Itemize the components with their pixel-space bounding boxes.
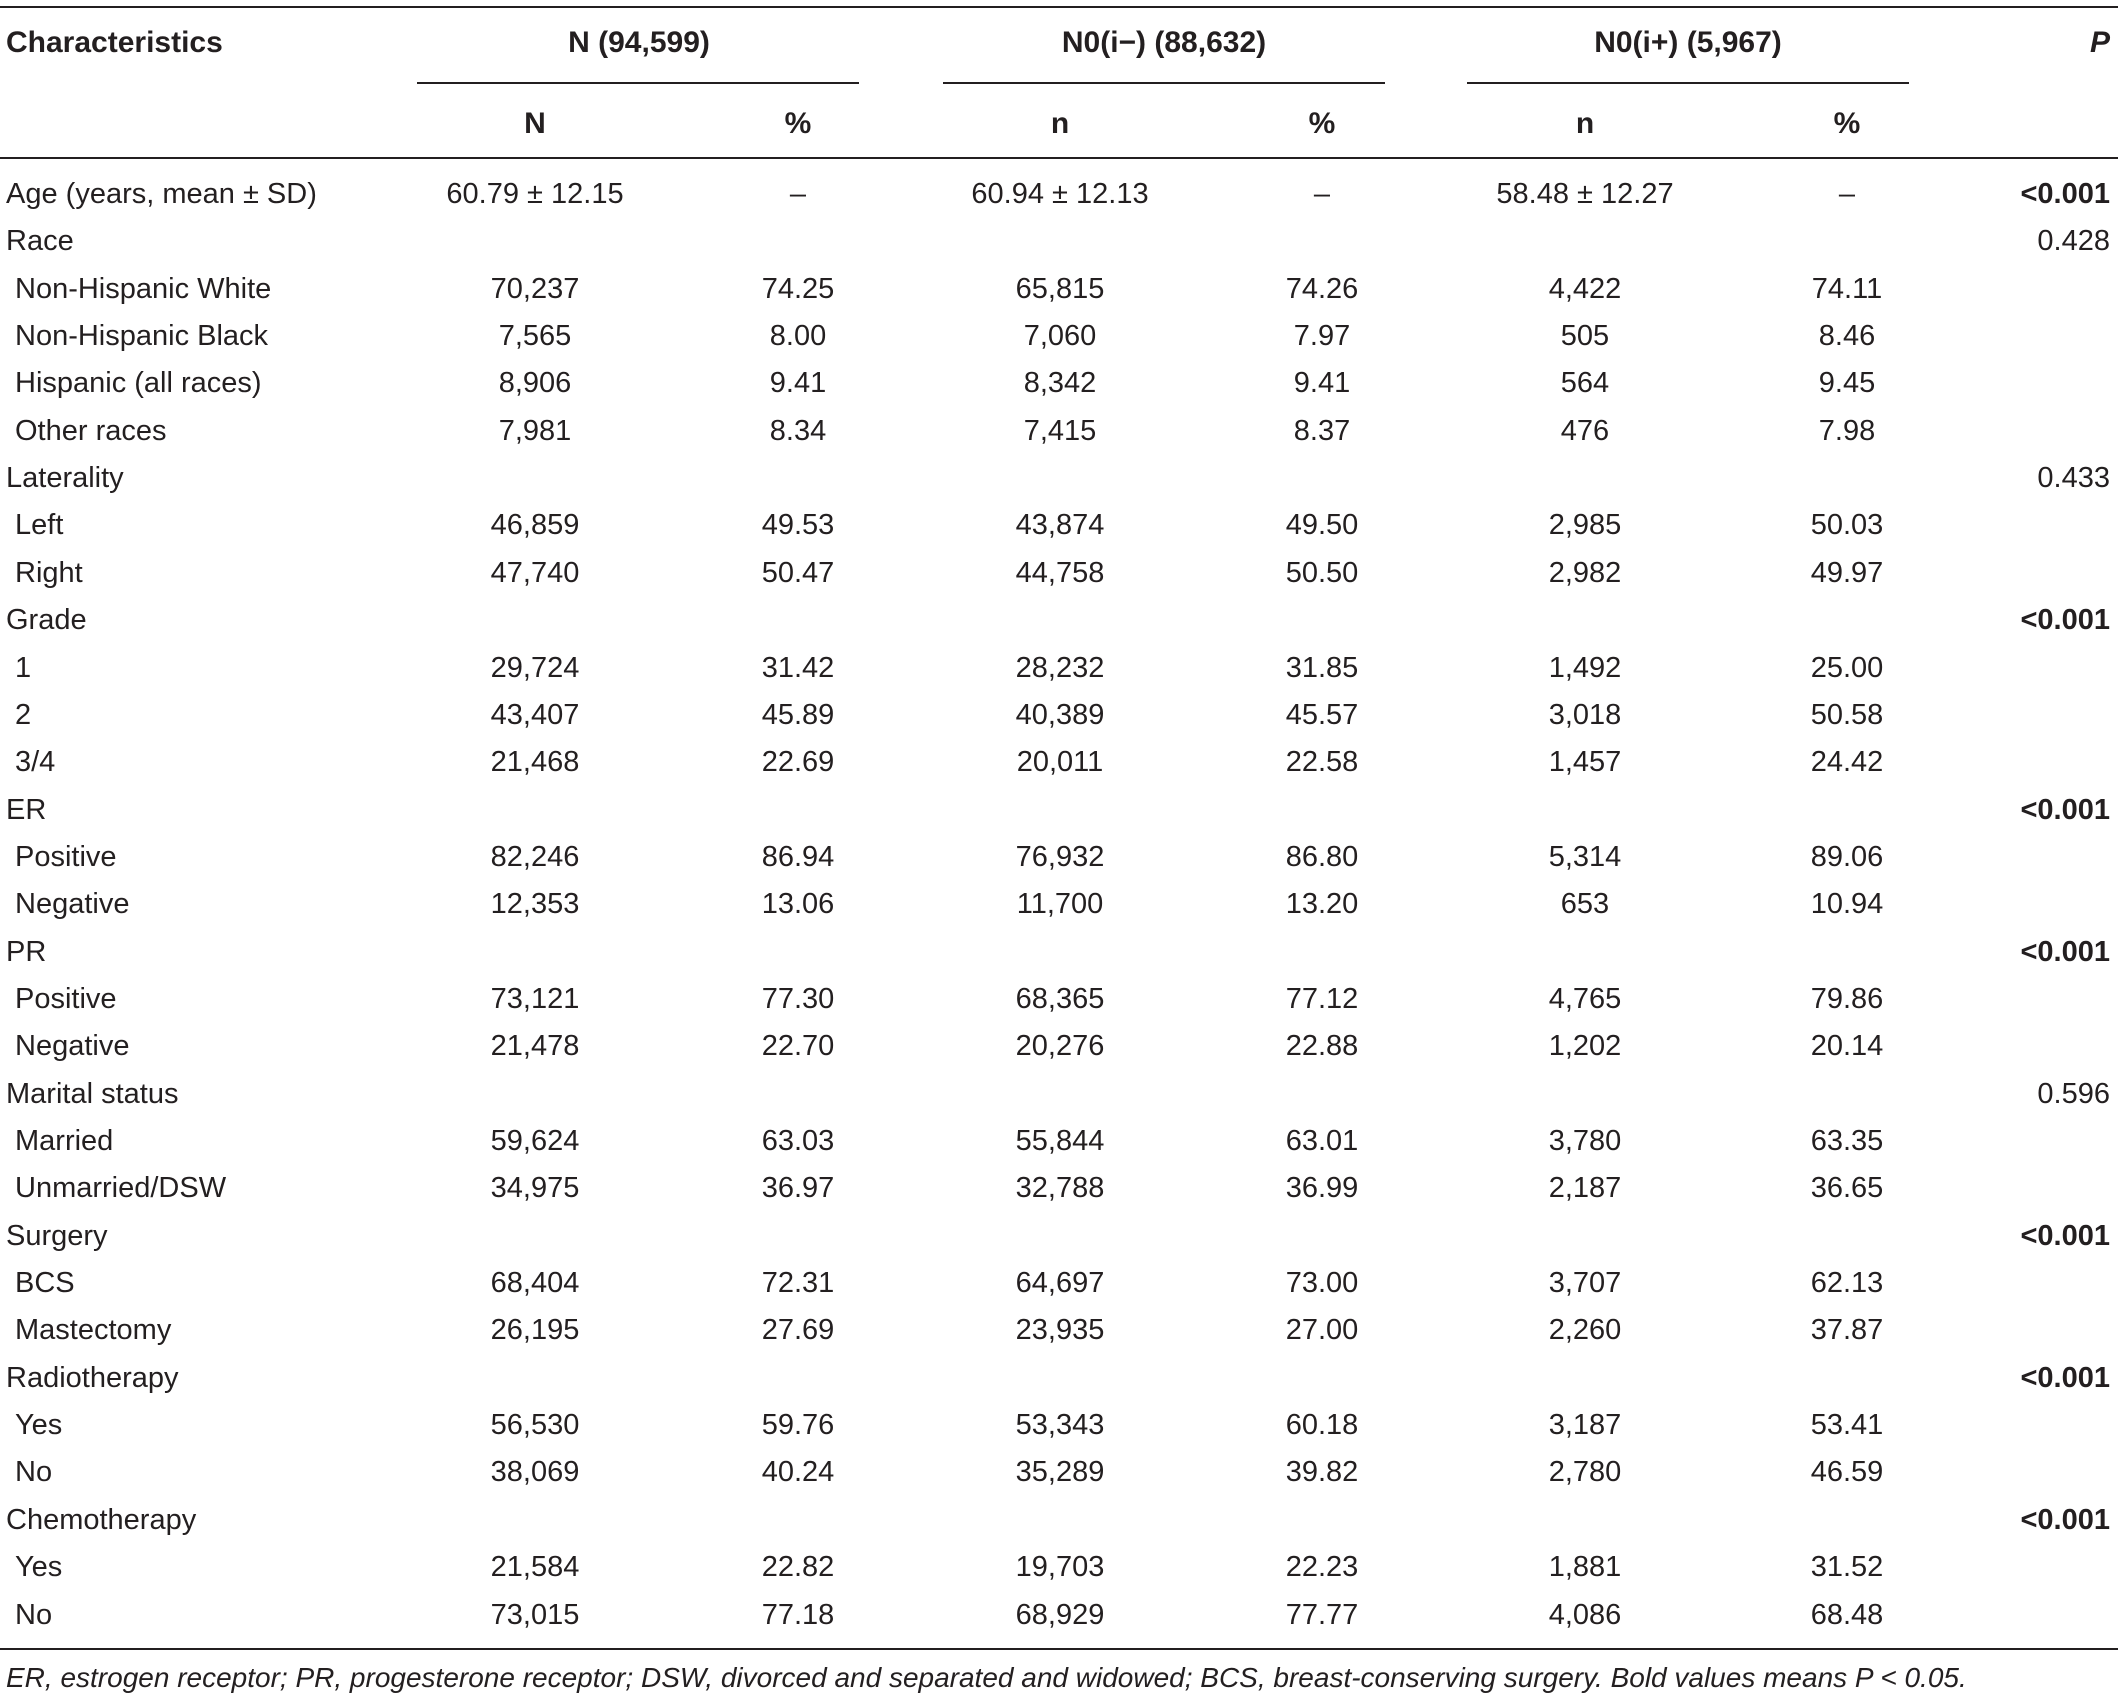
table-row [0,692,2118,739]
row-sublabel: Mastectomy [15,1314,172,1346]
cell-negative-n: 7,060 [1023,320,1097,352]
cell-positive-n: 58.48 ± 12.27 [1496,178,1674,210]
cell-negative-pct: 86.80 [1285,841,1359,873]
cell-negative-pct: 22.88 [1285,1030,1359,1062]
table-row [0,408,2118,455]
table-row [0,597,2118,644]
cell-positive-pct: 46.59 [1810,1456,1884,1488]
table-row [0,976,2118,1023]
cell-positive-pct: 9.45 [1818,367,1876,399]
cell-positive-pct: 50.03 [1810,509,1884,541]
table-row [0,218,2118,265]
cell-negative-pct: 9.41 [1293,367,1351,399]
table-row [0,1402,2118,1449]
table-row [0,360,2118,407]
cell-positive-n: 5,314 [1548,841,1622,873]
cell-positive-pct: 20.14 [1810,1030,1884,1062]
subheader-positive-pct: % [1833,107,1861,140]
cell-positive-n: 4,765 [1548,983,1622,1015]
cell-positive-pct: 49.97 [1810,557,1884,589]
row-sublabel: 2 [15,699,32,731]
header-group-total: N (94,599) [568,26,710,59]
row-label: Age (years, mean ± SD) [6,178,317,210]
row-sublabel: Positive [15,983,117,1015]
cell-negative-pct: 77.12 [1285,983,1359,1015]
cell-positive-pct: 74.11 [1811,273,1883,305]
table-row [0,1213,2118,1260]
row-label: Radiotherapy [6,1362,179,1394]
table-row [0,266,2118,313]
cell-positive-pct: 63.35 [1810,1125,1884,1157]
cell-positive-pct: 24.42 [1810,746,1884,778]
cell-total-n: 68,404 [490,1267,580,1299]
cell-negative-pct: 60.18 [1285,1409,1359,1441]
cell-negative-pct: – [1313,178,1331,210]
table-row [0,1497,2118,1544]
cell-total-pct: 13.06 [761,888,835,920]
cell-total-n: 43,407 [490,699,580,731]
cell-negative-n: 20,276 [1015,1030,1105,1062]
cell-negative-pct: 50.50 [1285,557,1359,589]
row-sublabel: Right [15,557,83,589]
header-group-positive: N0(i+) (5,967) [1594,26,1782,59]
cell-negative-pct: 22.58 [1285,746,1359,778]
cell-negative-n: 7,415 [1023,415,1097,447]
cell-negative-n: 68,365 [1015,983,1105,1015]
cell-negative-n: 55,844 [1015,1125,1105,1157]
row-sublabel: Negative [15,1030,130,1062]
cell-negative-n: 68,929 [1015,1599,1105,1631]
row-sublabel: 1 [15,652,32,684]
table-row [0,1118,2118,1165]
cell-negative-pct: 8.37 [1293,415,1351,447]
cell-positive-pct: 50.58 [1810,699,1884,731]
table-row [0,502,2118,549]
cell-negative-n: 43,874 [1015,509,1105,541]
table-row [0,1165,2118,1212]
subheader-positive-n: n [1575,107,1595,140]
row-sublabel: Non-Hispanic White [15,273,272,305]
cell-positive-pct: 62.13 [1810,1267,1884,1299]
cell-positive-n: 1,457 [1548,746,1622,778]
row-sublabel: Left [15,509,64,541]
cell-total-pct: 8.00 [769,320,827,352]
header-p-value: P [2089,26,2110,59]
subheader-total-pct: % [784,107,812,140]
cell-p-value: <0.001 [2020,1362,2110,1394]
cell-total-n: 38,069 [490,1456,580,1488]
table-row [0,455,2118,502]
cell-positive-n: 4,422 [1548,273,1622,305]
cell-negative-pct: 77.77 [1285,1599,1359,1631]
cell-negative-pct: 22.23 [1285,1551,1359,1583]
cell-negative-pct: 31.85 [1285,652,1359,684]
cell-total-n: 7,981 [498,415,572,447]
table-row [0,313,2118,360]
row-label: PR [6,936,47,968]
cell-total-n: 70,237 [490,273,580,305]
cell-total-n: 21,584 [490,1551,580,1583]
table-row [0,1592,2118,1639]
table-row [0,1260,2118,1307]
cell-total-n: 60.79 ± 12.15 [446,178,624,210]
cell-positive-n: 1,492 [1548,652,1622,684]
cell-total-pct: 74.25 [761,273,835,305]
cell-total-n: 34,975 [490,1172,580,1204]
cell-negative-n: 20,011 [1016,746,1104,778]
cell-positive-n: 3,018 [1548,699,1622,731]
cell-positive-pct: 7.98 [1818,415,1876,447]
cell-negative-n: 64,697 [1015,1267,1105,1299]
table-row [0,881,2118,928]
cell-total-pct: 77.30 [761,983,835,1015]
cell-negative-n: 11,700 [1016,888,1104,920]
cell-positive-pct: 68.48 [1810,1599,1884,1631]
row-sublabel: No [15,1599,53,1631]
cell-total-pct: 40.24 [761,1456,835,1488]
cell-total-n: 7,565 [498,320,572,352]
cell-negative-n: 19,703 [1015,1551,1105,1583]
cell-positive-pct: 10.94 [1810,888,1884,920]
cell-p-value: <0.001 [2020,936,2110,968]
cell-p-value: 0.596 [2037,1078,2110,1110]
cell-positive-n: 3,780 [1548,1125,1622,1157]
cell-negative-n: 35,289 [1015,1456,1105,1488]
cell-total-pct: 45.89 [761,699,835,731]
group-rule-positive [1467,82,1909,84]
cell-total-pct: 22.82 [761,1551,835,1583]
cell-negative-pct: 73.00 [1285,1267,1359,1299]
cell-negative-n: 23,935 [1015,1314,1105,1346]
cell-total-pct: 27.69 [761,1314,835,1346]
table-row [0,1071,2118,1118]
table-row [0,787,2118,834]
cell-total-n: 47,740 [490,557,580,589]
cell-p-value: <0.001 [2020,178,2110,210]
cell-total-pct: 22.70 [761,1030,835,1062]
cell-total-n: 21,468 [490,746,580,778]
cell-negative-n: 60.94 ± 12.13 [971,178,1149,210]
row-sublabel: Positive [15,841,117,873]
table-top-rule [0,6,2118,8]
row-label: Marital status [6,1078,179,1110]
subheader-negative-pct: % [1308,107,1336,140]
table-row [0,1023,2118,1070]
cell-positive-n: 3,187 [1548,1409,1622,1441]
row-sublabel: 3/4 [15,746,56,778]
cell-negative-n: 53,343 [1015,1409,1105,1441]
cell-total-pct: 9.41 [769,367,827,399]
cell-positive-pct: 53.41 [1810,1409,1884,1441]
cell-p-value: <0.001 [2020,1220,2110,1252]
header-characteristics: Characteristics [6,26,223,59]
header-group-negative: N0(i−) (88,632) [1061,26,1267,59]
cell-positive-n: 4,086 [1548,1599,1622,1631]
cell-total-pct: 86.94 [761,841,835,873]
cell-negative-n: 28,232 [1015,652,1105,684]
cell-negative-pct: 45.57 [1285,699,1359,731]
cell-p-value: <0.001 [2020,794,2110,826]
row-label: Laterality [6,462,124,494]
cell-positive-pct: 8.46 [1818,320,1876,352]
cell-negative-n: 65,815 [1015,273,1105,305]
table-row [0,1449,2118,1496]
cell-total-n: 8,906 [498,367,572,399]
cell-positive-n: 2,780 [1548,1456,1622,1488]
subheader-total-n: N [524,107,546,140]
row-label: Surgery [6,1220,108,1252]
cell-total-n: 73,015 [490,1599,580,1631]
cell-total-pct: 22.69 [761,746,835,778]
cell-positive-n: 653 [1560,888,1610,920]
table-row [0,929,2118,976]
row-sublabel: Unmarried/DSW [15,1172,227,1204]
cell-total-pct: 63.03 [761,1125,835,1157]
group-rule-total [417,82,859,84]
cell-positive-n: 3,707 [1548,1267,1622,1299]
cell-positive-n: 2,187 [1548,1172,1622,1204]
table-row [0,1544,2118,1591]
cell-positive-n: 2,260 [1548,1314,1622,1346]
cell-total-pct: 59.76 [761,1409,835,1441]
cell-negative-pct: 74.26 [1285,273,1359,305]
subheader-negative-n: n [1050,107,1070,140]
row-sublabel: Non-Hispanic Black [15,320,269,352]
cell-positive-n: 1,881 [1548,1551,1622,1583]
cell-total-n: 82,246 [490,841,580,873]
row-sublabel: BCS [15,1267,75,1299]
cell-total-n: 26,195 [490,1314,580,1346]
cell-negative-n: 8,342 [1023,367,1097,399]
row-sublabel: Married [15,1125,114,1157]
cell-positive-n: 564 [1560,367,1610,399]
row-sublabel: Other races [15,415,167,447]
cell-positive-pct: 36.65 [1810,1172,1884,1204]
cell-positive-pct: 37.87 [1810,1314,1884,1346]
table-bottom-rule [0,1648,2118,1650]
cell-negative-pct: 49.50 [1285,509,1359,541]
table-row [0,739,2118,786]
group-rule-negative [943,82,1385,84]
header-bottom-rule [0,157,2118,159]
cell-total-n: 59,624 [490,1125,580,1157]
cell-positive-pct: 25.00 [1810,652,1884,684]
cell-positive-pct: 89.06 [1810,841,1884,873]
cell-p-value: 0.433 [2037,462,2110,494]
cell-total-n: 56,530 [490,1409,580,1441]
cell-total-pct: 77.18 [761,1599,835,1631]
cell-total-pct: 49.53 [761,509,835,541]
cell-positive-pct: 31.52 [1810,1551,1884,1583]
table-row [0,645,2118,692]
table-row [0,550,2118,597]
table-footnote: ER, estrogen receptor; PR, progesterone receptor; DSW, divorced and separated and widowed; BCS, breast-conserving surgery. Bold values means P < 0.05. [6,1662,1967,1693]
row-sublabel: Hispanic (all races) [15,367,262,399]
row-label: Grade [6,604,87,636]
cell-total-n: 29,724 [490,652,580,684]
row-label: Chemotherapy [6,1504,197,1536]
cell-total-pct: 72.31 [761,1267,835,1299]
cell-positive-n: 2,982 [1548,557,1622,589]
cell-negative-pct: 63.01 [1285,1125,1359,1157]
cell-total-pct: 36.97 [761,1172,835,1204]
cell-total-n: 46,859 [490,509,580,541]
cell-total-n: 21,478 [490,1030,580,1062]
row-label: Race [6,225,74,257]
cell-total-n: 12,353 [490,888,580,920]
cell-p-value: <0.001 [2020,604,2110,636]
cell-negative-pct: 27.00 [1285,1314,1359,1346]
cell-positive-n: 476 [1560,415,1610,447]
row-sublabel: Yes [15,1409,63,1441]
row-sublabel: Negative [15,888,130,920]
cell-total-n: 73,121 [490,983,580,1015]
cell-positive-pct: – [1838,178,1856,210]
cell-positive-n: 2,985 [1548,509,1622,541]
table-row [0,834,2118,881]
cell-positive-n: 1,202 [1548,1030,1622,1062]
cell-p-value: 0.428 [2037,225,2110,257]
cell-negative-pct: 13.20 [1285,888,1359,920]
cell-negative-pct: 7.97 [1293,320,1351,352]
cell-positive-pct: 79.86 [1810,983,1884,1015]
cell-total-pct: – [789,178,807,210]
table-row [0,1307,2118,1354]
row-label: ER [6,794,47,826]
cell-total-pct: 8.34 [769,415,827,447]
cell-negative-n: 32,788 [1015,1172,1105,1204]
cell-negative-n: 76,932 [1015,841,1105,873]
cell-negative-n: 40,389 [1015,699,1105,731]
cell-negative-n: 44,758 [1015,557,1105,589]
cell-total-pct: 31.42 [761,652,835,684]
cell-total-pct: 50.47 [761,557,835,589]
row-sublabel: Yes [15,1551,63,1583]
cell-negative-pct: 39.82 [1285,1456,1359,1488]
cell-negative-pct: 36.99 [1285,1172,1359,1204]
cell-p-value: <0.001 [2020,1504,2110,1536]
row-sublabel: No [15,1456,53,1488]
table-row [0,1355,2118,1402]
table-row [0,171,2118,218]
cell-positive-n: 505 [1560,320,1610,352]
